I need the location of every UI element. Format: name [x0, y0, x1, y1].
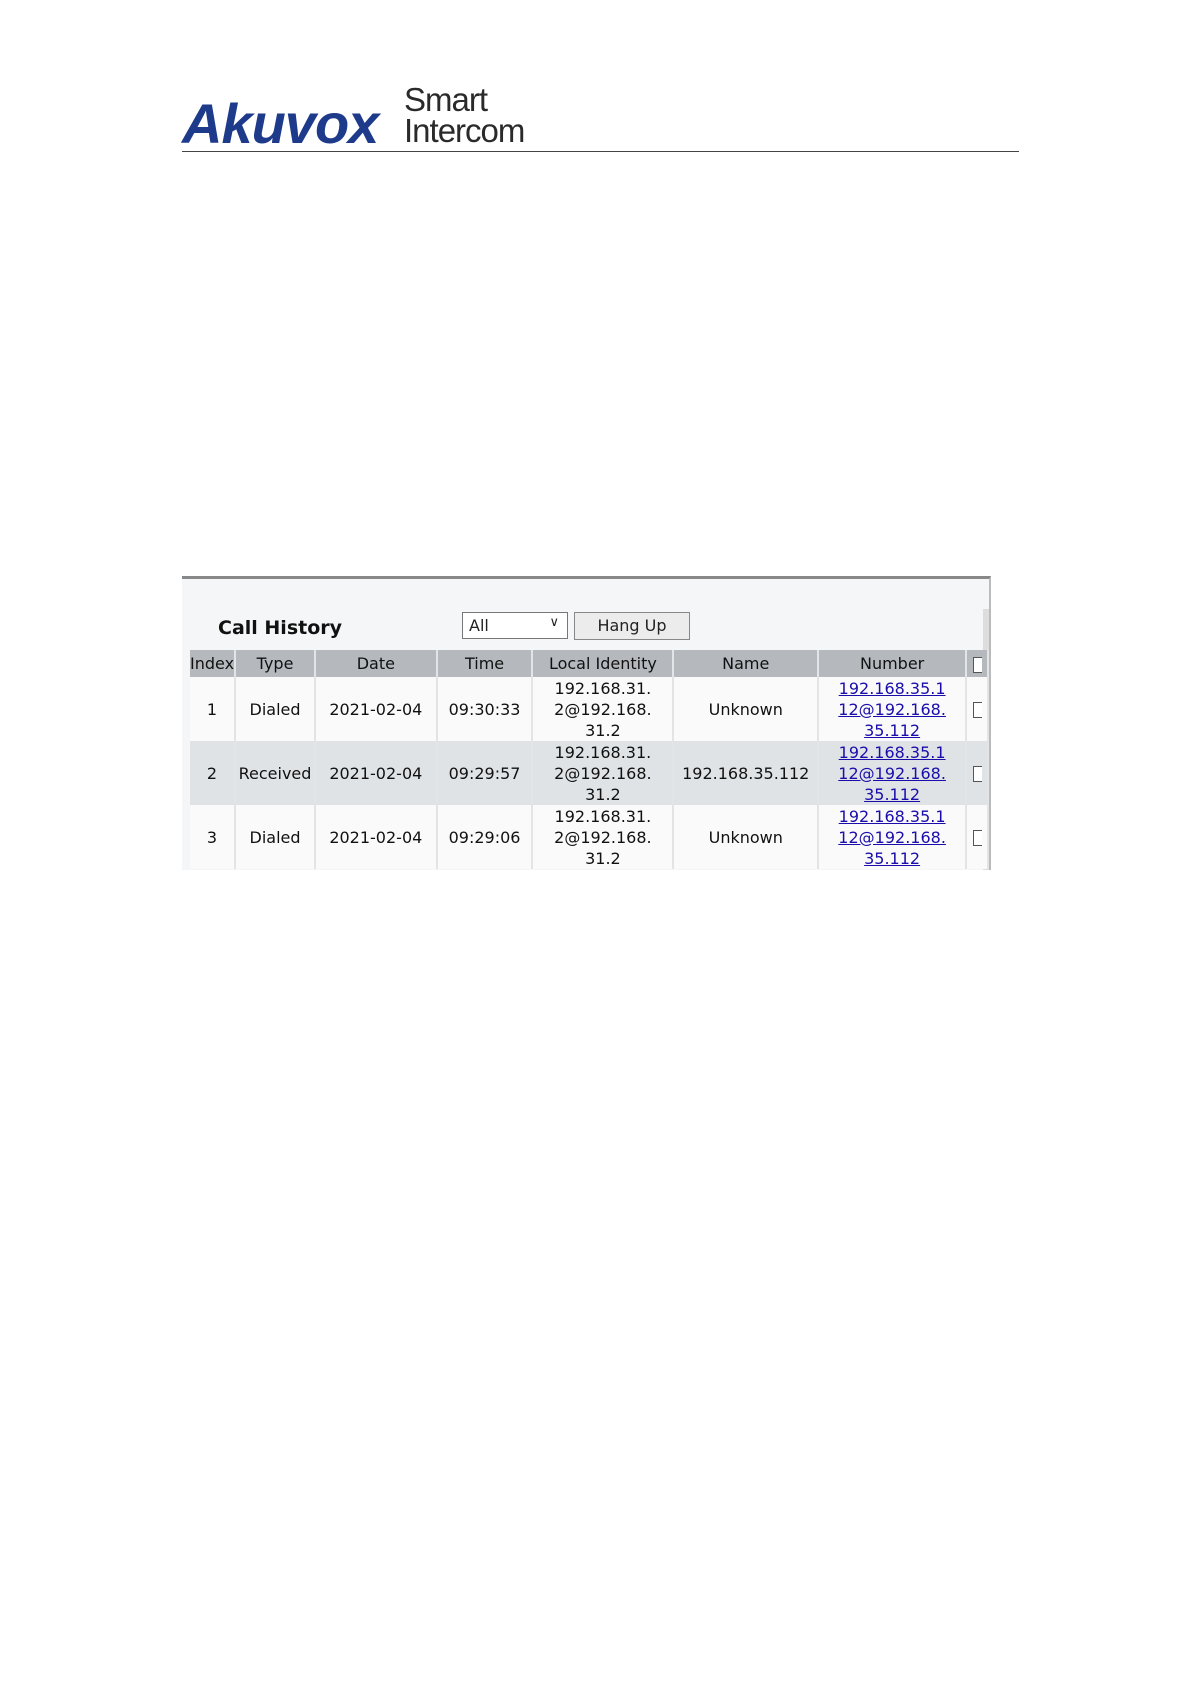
number-link[interactable]: 192.168.35.112@192.168.35.112	[838, 742, 946, 804]
table-row	[190, 805, 988, 869]
row-checkbox[interactable]	[966, 741, 988, 805]
cell-name: 192.168.35.112	[673, 741, 818, 805]
table-row	[190, 741, 988, 805]
cell-date: 2021-02-04	[315, 741, 437, 805]
hang-up-button[interactable]: Hang Up	[574, 612, 690, 640]
local-identity-text: 192.168.31.2@192.168.31.2	[554, 742, 652, 804]
brand-name: Akuvox	[182, 92, 379, 155]
header-divider	[182, 151, 1019, 152]
call-history-table	[190, 650, 989, 869]
cell-date: 2021-02-04	[315, 805, 437, 869]
cell-index: 1	[190, 677, 235, 741]
col-header-number: Number	[818, 650, 966, 677]
col-header-name: Name	[673, 650, 818, 677]
cell-number	[818, 741, 966, 805]
panel-title: Call History	[218, 617, 343, 639]
number-link[interactable]: 192.168.35.112@192.168.35.112	[838, 806, 946, 868]
cell-time: 09:29:06	[437, 805, 533, 869]
row-checkbox[interactable]	[966, 677, 988, 741]
cell-local-identity	[532, 805, 673, 869]
cell-name: Unknown	[673, 805, 818, 869]
col-header-type: Type	[235, 650, 315, 677]
number-link[interactable]: 192.168.35.112@192.168.35.112	[838, 678, 946, 740]
cell-index: 3	[190, 805, 235, 869]
cell-time: 09:30:33	[437, 677, 533, 741]
tagline-line-1: Smart	[404, 81, 488, 118]
filter-selected-value: All	[469, 616, 489, 635]
tagline-line-2: Intercom	[404, 112, 525, 150]
cell-type: Received	[235, 741, 315, 805]
local-identity-text: 192.168.31.2@192.168.31.2	[554, 806, 652, 868]
chevron-down-icon: ∨	[549, 615, 559, 630]
cell-type: Dialed	[235, 677, 315, 741]
cell-time: 09:29:57	[437, 741, 533, 805]
cell-index: 2	[190, 741, 235, 805]
cell-number	[818, 805, 966, 869]
col-header-time: Time	[437, 650, 533, 677]
brand-tagline	[404, 81, 525, 150]
call-type-filter-select[interactable]	[462, 612, 568, 639]
cell-number	[818, 677, 966, 741]
col-header-local-identity: Local Identity	[532, 650, 673, 677]
cell-name: Unknown	[673, 677, 818, 741]
col-header-date: Date	[315, 650, 437, 677]
table-header-row	[190, 650, 988, 677]
table-row	[190, 677, 988, 741]
cell-local-identity	[532, 677, 673, 741]
col-header-index: Index	[190, 650, 235, 677]
row-checkbox[interactable]	[966, 805, 988, 869]
cell-date: 2021-02-04	[315, 677, 437, 741]
call-history-panel	[182, 576, 991, 870]
cell-type: Dialed	[235, 805, 315, 869]
select-all-checkbox[interactable]	[966, 650, 988, 677]
local-identity-text: 192.168.31.2@192.168.31.2	[554, 678, 652, 740]
cell-local-identity	[532, 741, 673, 805]
